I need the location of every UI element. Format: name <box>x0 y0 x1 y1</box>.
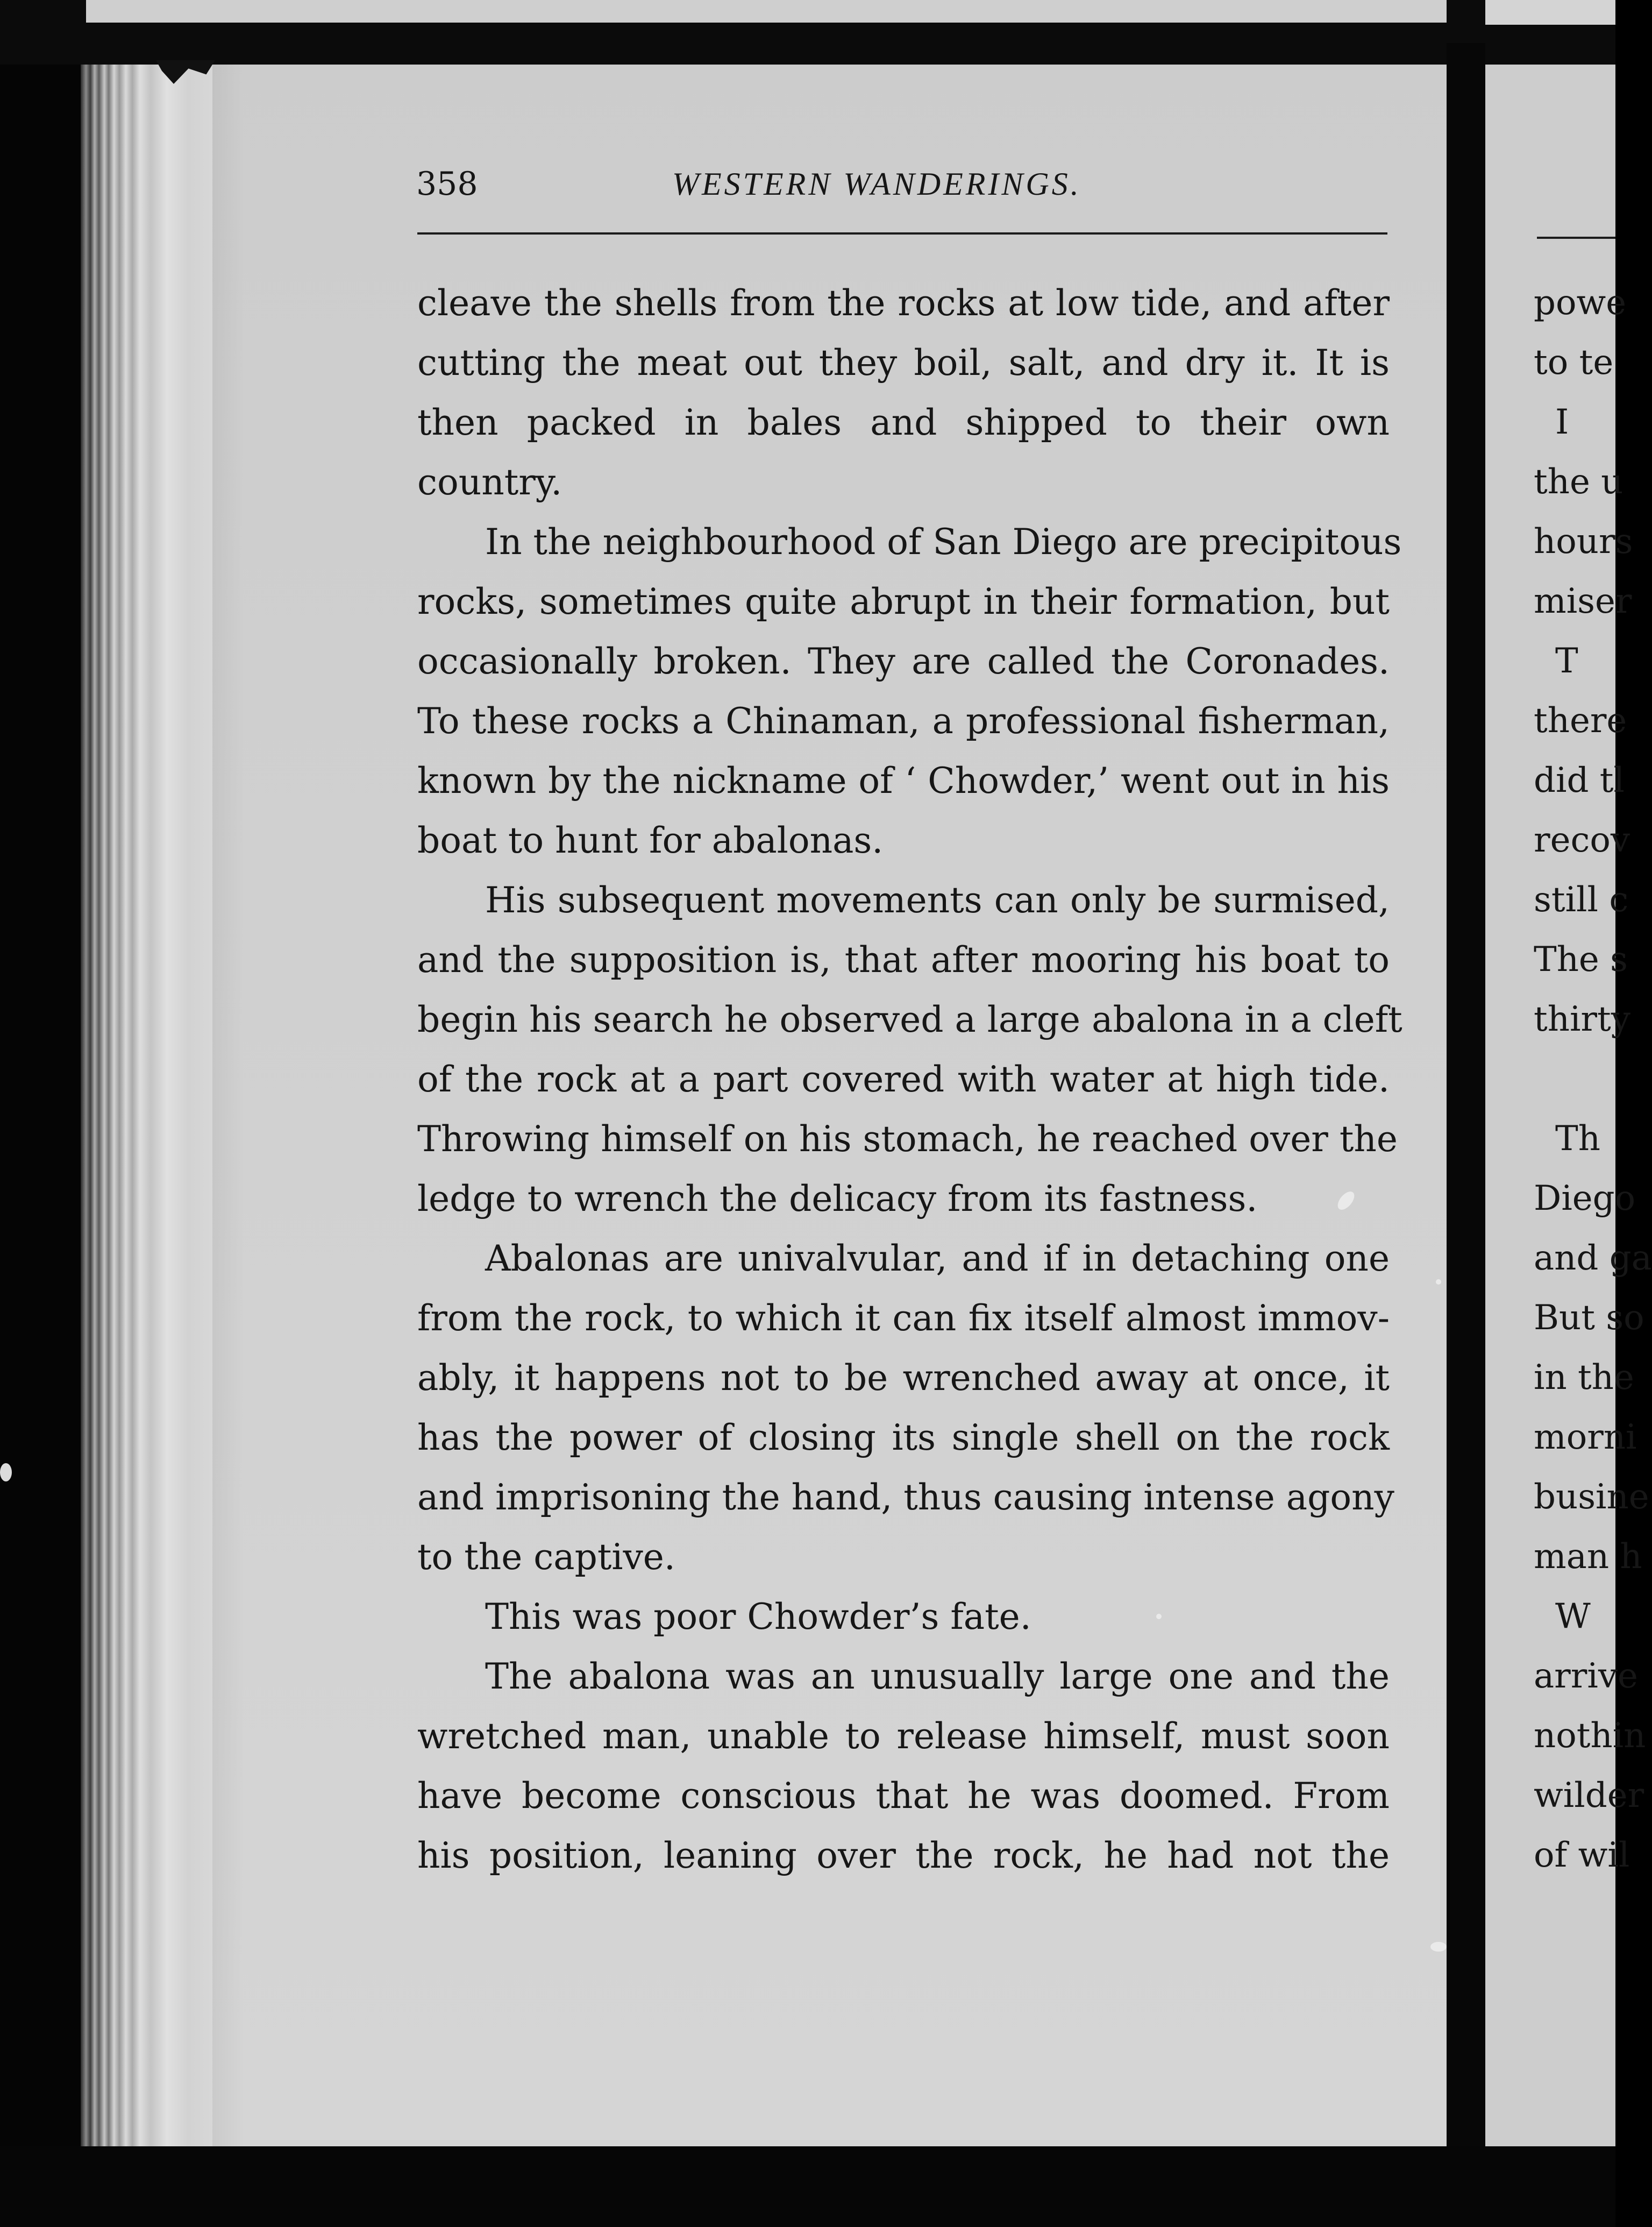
facing-text-line: The s <box>1534 940 1628 980</box>
text-line: Throwing himself on his stomach, he reached over the <box>417 1118 1398 1160</box>
bottom-scan-border <box>0 2146 1615 2227</box>
text-line: his position, leaning over the rock, he had not the <box>417 1835 1390 1876</box>
facing-text-line: busine <box>1534 1477 1649 1517</box>
facing-text-line: to te <box>1534 343 1614 382</box>
text-line: to the captive. <box>417 1536 675 1578</box>
facing-text-line: W <box>1555 1597 1591 1636</box>
text-line: from the rock, to which it can fix itself almost immov- <box>417 1297 1390 1339</box>
facing-text-line: But so <box>1534 1298 1644 1338</box>
text-line: ably, it happens not to be wrenched away at once, it <box>417 1357 1390 1399</box>
facing-text-line: hours <box>1534 522 1633 562</box>
text-line: begin his search he observed a large abalona in a cleft <box>417 999 1402 1040</box>
page-number: 358 <box>416 165 478 203</box>
text-line: then packed in bales and shipped to their own <box>417 402 1390 443</box>
facing-text-line <box>1534 1049 1620 1109</box>
running-head: WESTERN WANDERINGS. <box>672 166 1081 202</box>
facing-page-text <box>1534 273 1652 1885</box>
text-line: and imprisoning the hand, thus causing intense agony <box>417 1477 1394 1518</box>
text-line: The abalona was an unusually large one and the <box>485 1656 1390 1697</box>
facing-text-line: the u <box>1534 462 1623 502</box>
previous-right-leaf-edge <box>1485 0 1615 25</box>
dust-speck <box>1430 1942 1447 1952</box>
facing-text-line: in the <box>1534 1358 1634 1398</box>
header-rule <box>417 232 1387 235</box>
facing-text-line: arrive <box>1534 1656 1638 1696</box>
facing-text-line: did tl <box>1534 761 1625 800</box>
facing-text-line: Diego <box>1534 1179 1636 1218</box>
text-line: known by the nickname of ‘ Chowder,’ went out in his <box>417 760 1390 802</box>
book-gutter <box>1447 43 1485 2173</box>
text-line: cleave the shells from the rocks at low tide, and after <box>417 282 1390 324</box>
text-line: Abalonas are univalvular, and if in detaching one <box>485 1238 1390 1279</box>
page-edge-stack <box>81 65 215 2146</box>
text-line: To these rocks a Chinaman, a professional fisherman, <box>417 700 1390 742</box>
text-line: country. <box>417 462 562 503</box>
body-text <box>417 273 1402 1885</box>
text-line: ledge to wrench the delicacy from its fastness. <box>417 1178 1258 1219</box>
facing-text-line: of wil <box>1534 1835 1630 1875</box>
facing-text-line: thirty <box>1534 999 1630 1039</box>
facing-text-line: still c <box>1534 880 1629 920</box>
text-line: boat to hunt for abalonas. <box>417 820 884 861</box>
facing-text-line: miser <box>1534 581 1632 621</box>
dust-speck <box>1156 1614 1162 1619</box>
text-line: of the rock at a part covered with water at high tide. <box>417 1059 1390 1100</box>
facing-text-line: I <box>1555 402 1569 442</box>
text-line: This was poor Chowder’s fate. <box>485 1596 1031 1637</box>
dust-speck <box>0 1463 12 1481</box>
facing-text-line: nothin <box>1534 1716 1646 1756</box>
text-line: and the supposition is, that after mooring his boat to <box>417 939 1390 981</box>
facing-text-line: T <box>1555 641 1578 681</box>
facing-text-line: man h <box>1534 1537 1642 1577</box>
text-line: have become conscious that he was doomed. From <box>417 1775 1390 1817</box>
facing-header-rule <box>1537 237 1615 239</box>
facing-text-line: wilder <box>1534 1776 1644 1815</box>
text-line: cutting the meat out they boil, salt, and dry it. It is <box>417 342 1390 384</box>
text-line: wretched man, unable to release himself, must soon <box>417 1715 1390 1757</box>
text-line: rocks, sometimes quite abrupt in their formation, but <box>417 581 1390 622</box>
facing-text-line: and ga <box>1534 1238 1652 1278</box>
text-line: His subsequent movements can only be surmised, <box>485 880 1390 921</box>
text-line: has the power of closing its single shell on the rock <box>417 1417 1390 1458</box>
facing-text-line: powe <box>1534 283 1627 323</box>
facing-text-line: morni <box>1534 1417 1637 1457</box>
facing-text-line: recov <box>1534 820 1630 860</box>
text-line: occasionally broken. They are called the Coronades. <box>417 641 1390 682</box>
text-line: In the neighbourhood of San Diego are precipitous <box>485 521 1402 563</box>
facing-text-line: Th <box>1555 1119 1600 1159</box>
facing-text-line: there <box>1534 701 1627 741</box>
previous-leaf-edge <box>86 0 1447 23</box>
dust-speck <box>1436 1279 1441 1285</box>
